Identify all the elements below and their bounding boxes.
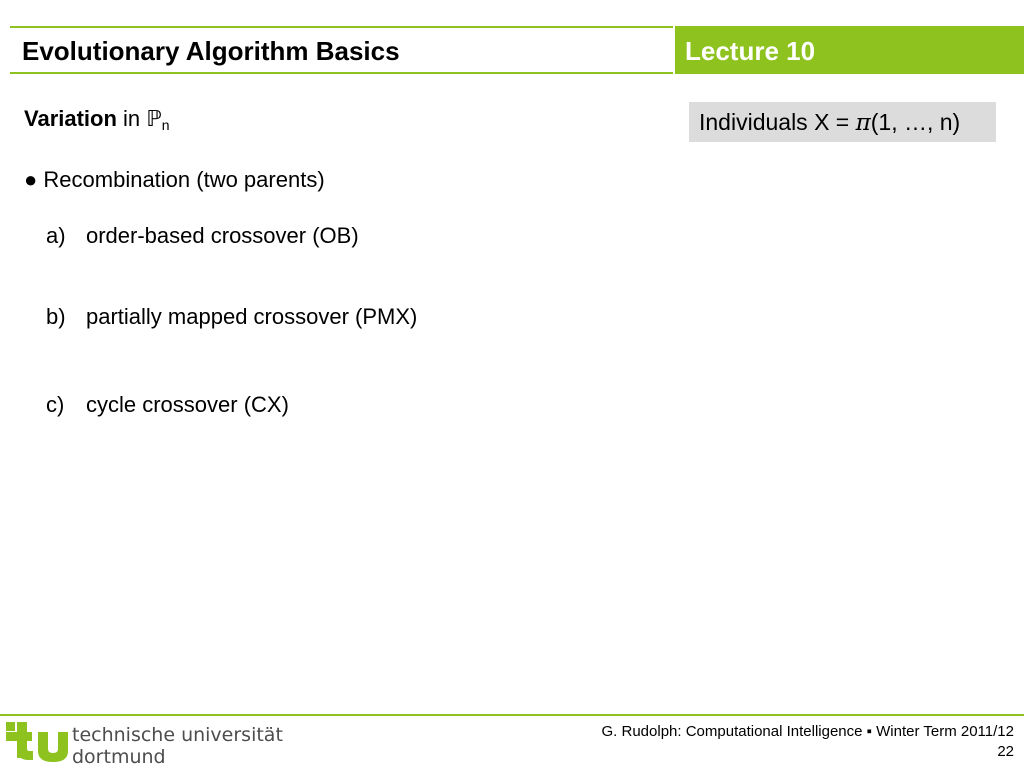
logo-line-1: technische universität (72, 724, 283, 746)
credit-text: G. Rudolph: Computational Intelligence ▪ Winter Term 2011/12 (601, 723, 1014, 740)
footer-credit (602, 722, 1015, 762)
logo-line-2: dortmund (72, 746, 166, 768)
info-suffix: (1, …, n) (870, 109, 961, 135)
item-label: a) (46, 223, 66, 248)
page-number: 22 (997, 743, 1014, 760)
heading-subscript: n (161, 117, 170, 133)
university-name (72, 724, 283, 768)
individuals-info-box (689, 102, 996, 142)
list-item-pmx (46, 304, 417, 330)
item-text: partially mapped crossover (PMX) (86, 304, 418, 329)
item-label: b) (46, 304, 66, 329)
list-item-ob (46, 223, 359, 249)
heading-rest: in (116, 106, 147, 131)
bullet-recombination: ● Recombination (two parents) (24, 167, 325, 192)
slide-title: Evolutionary Algorithm Basics (22, 36, 400, 66)
list-item-cx (46, 392, 289, 418)
info-pi: π (855, 110, 871, 136)
lecture-bar (675, 26, 1024, 74)
section-heading (24, 106, 170, 133)
info-prefix: Individuals X = (699, 109, 856, 135)
heading-strong: Variation (24, 106, 117, 131)
title-bar (10, 26, 673, 74)
item-text: cycle crossover (CX) (86, 392, 289, 417)
item-label: c) (46, 392, 65, 417)
footer-divider (0, 714, 1024, 716)
slide-header (0, 0, 1024, 76)
lecture-label: Lecture 10 (685, 36, 816, 66)
heading-symbol: ℙ (146, 106, 162, 131)
item-text: order-based crossover (OB) (86, 223, 359, 248)
